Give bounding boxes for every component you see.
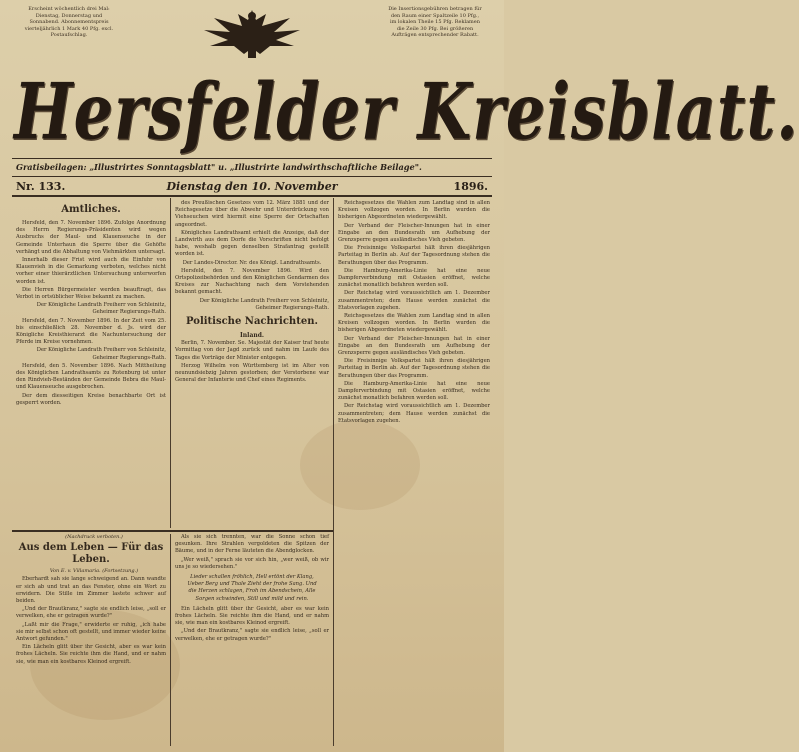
news-paragraph: Reichsgesetzes die Wahlen zum Landtag sind in allen Kreisen vollzogen worden. In Berlin wurden die bisherigen Abgeordneten wiedergewählt. [338,313,490,334]
news-paragraph: Die Freisinnige Volkspartei hält ihren diesjährigen Parteitag in Berlin ab. Auf der Tagesordnung stehen die Berathungen über das Programm. [338,245,490,266]
notice-paragraph: Die Herren Bürgermeister werden beauftragt, das Verbot in ortsüblicher Weise bekannt zu machen. [16,286,166,301]
story-paragraph: Ein Lächeln glitt über ihr Gesicht, aber es war kein frohes Lächeln. Sie reichte ihm die Hand, und er nahm sie, wie man ein kostbares Kleinod ergreift. [16,644,166,665]
story-paragraph: „Und der Brautkranz," sagte sie endlich leise, „soll er verwelken, ehe er getragen wurde?" [175,628,329,642]
news-paragraph: Herzog Wilhelm von Württemberg ist im Alter von neunundsiebzig Jahren gestorben; der Verstorbene war General der Infanterie und Chef eines Regiments. [175,362,329,384]
notice-paragraph: Hersfeld, den 7. November 1896. Wird den Ortspolizeibehörden und den Königlichen Gendarmen des Kreises zur Nachachtung nach dem Vorstehenden bekannt gemacht. [175,267,329,296]
divider [12,158,492,159]
advertising-rates-box: Die Insertionsgebühren betragen für den Raum einer Spaltzeile 10 Pfg., im lokalen Theile 15 Pfg. Reklamen die Zeile 30 Pfg. Bei größeren Aufträgen entsprechender Rabatt. [388,6,482,38]
news-paragraph: Der Reichstag wird voraussichtlich am 1. Dezember zusammentreten; dem Hause werden zunächst die Etatsvorlagen zugehen. [338,290,490,311]
notice-signature: Der Königliche Landrath Freiherr von Schleinitz, Geheimer Regierungs-Rath. [36,347,166,361]
issue-date: Dienstag den 10. November [166,180,338,193]
feuilleton-divider [12,530,333,532]
story-title: Aus dem Leben — Für das Leben. [18,542,164,566]
column-feuilleton-continued [175,534,329,746]
notice-paragraph: Hersfeld, den 7. November 1896. Zufolge Anordnung des Herrn Regierungs-Präsidenten wird wegen Ausbruchs der Maul- und Klauenseuche in der Gemeinde Unterhaun die Sperre über die Gehöfte verhängt und die Abhaltung von Viehmärkten untersagt. [16,220,166,255]
divider [12,176,492,177]
story-paragraph: Ein Lächeln glitt über ihr Gesicht, aber es war kein frohes Lächeln. Sie reichte ihm die Hand, und er nahm sie, wie man ein kostbares Kleinod ergreift. [175,605,329,627]
divider [12,195,492,197]
eagle-emblem-icon [200,4,304,62]
issue-number: Nr. 133. [16,180,66,193]
reprint-note: (Nachdruck verboten.) [65,534,123,540]
story-paragraph: Als sie sich trennten, war die Sonne schon tief gesunken. Ihre Strahlen vergoldeten die Spitzen der Bäume, und in der Ferne läuteten die Abendglocken. [175,534,329,555]
column-political-news [175,200,329,526]
notice-paragraph: Hersfeld, den 7. November 1896. In der Zeit vom 25. bis einschließlich 28. November d. Js. wird der Königliche Kreisthierarzt die Nachuntersuchung der Pferde im Kreise vornehmen. [16,317,166,346]
news-paragraph: Der Verband der Fleischer-Innungen hat in einer Eingabe an den Bundesrath um Aufhebung der Grenzsperre gegen ausländisches Vieh gebeten. [338,222,490,244]
subsection-heading-inland: Inland. [240,332,264,340]
column-divider [170,534,171,746]
story-paragraph: Eberhardt sah sie lange schweigend an. Dann wandte er sich ab und trat an das Fenster, ohne ein Wort zu erwidern. Die Stille im Zimmer lastete schwer auf beiden. [16,576,166,605]
notice-paragraph: Der dem diesseitigen Kreise benachbarte Ort ist gesperrt worden. [16,392,166,406]
news-paragraph: Die Freisinnige Volkspartei hält ihren diesjährigen Parteitag in Berlin ab. Auf der Tagesordnung stehen die Berathungen über das Programm. [338,358,490,379]
column-news-continued [338,200,490,740]
news-paragraph: Reichsgesetzes die Wahlen zum Landtag sind in allen Kreisen vollzogen worden. In Berlin wurden die bisherigen Abgeordneten wiedergewählt. [338,200,490,221]
notice-paragraph: Königliches Landrathsamt erhielt die Anzeige, daß der Landwirth aus dem Dorfe die Vorschriften nicht befolgt habe, weshalb gegen denselben Strafantrag gestellt worden ist. [175,229,329,258]
notice-signature: Der Landes-Director. Nr. des Königl. Landrathsamts. [182,259,322,266]
notice-paragraph: Innerhalb dieser Frist wird auch die Einfuhr von Klauenvieh in die Gemarkung verboten, welches nicht vorher einer thierärztlichen Untersuchung unterworfen worden ist. [16,257,166,285]
notice-signature: Der Königliche Landrath Freiherr von Schleinitz, Geheimer Regierungs-Rath. [36,302,166,316]
issue-year: 1896. [453,180,488,193]
notice-paragraph: Hersfeld, den 5. November 1896. Nach Mittheilung des Königlichen Landrathsamts zu Rotenburg ist unter den Rindvieh-Beständen der Gemeinde Bebra die Maul- und Klauenseuche ausgebrochen. [16,362,166,391]
column-feuilleton-story [16,534,166,746]
story-paragraph: „Wer weiß," sprach sie vor sich hin, „wer weiß, ob wir uns je so wiedersehen." [175,556,329,570]
news-paragraph: Berlin, 7. November. Se. Majestät der Kaiser traf heute Vormittag von der Jagd zurück und nahm im Laufe des Tages die Vorträge der Minister entgegen. [175,340,329,361]
masthead-title: Hersfelder Kreisblatt. [14,66,799,158]
column-official-notices [16,200,166,526]
notice-signature: Der Königliche Landrath Freiherr von Schleinitz, Geheimer Regierungs-Rath. [199,297,329,311]
story-paragraph: „Laßt mir die Frage," erwiderte er ruhig, „ich habe sie mir selbst schon oft gestellt, und immer wieder keine Antwort gefunden." [16,621,166,643]
story-paragraph: „Und der Brautkranz," sagte sie endlich leise, „soll er verwelken, ehe er getragen wurde?" [16,606,166,620]
column-divider [333,198,334,746]
news-paragraph: Der Verband der Fleischer-Innungen hat in einer Eingabe an den Bundesrath um Aufhebung der Grenzsperre gegen ausländisches Vieh gebeten. [338,335,490,357]
news-paragraph: Der Reichstag wird voraussichtlich am 1. Dezember zusammentreten; dem Hause werden zunächst die Etatsvorlagen zugehen. [338,403,490,424]
story-poem: Lieder schallen fröhlich, Hell ertönt der Klang, Ueber Berg und Thale Zieht der frohe Sang. Und die Herzen schlagen, Froh im Abendschein, Alle Sorgen schwinden, Still und mild und rein. [187,574,317,602]
section-heading-politische-nachrichten: Politische Nachrichten. [186,316,318,328]
supplements-line: Gratisbeilagen: „Illustrirtes Sonntagsblatt" u. „Illustrirte landwirthschaftliche Beilage". [16,162,422,172]
dateline [16,180,488,194]
section-heading-amtliches: Amtliches. [61,204,121,215]
news-paragraph: Die Hamburg-Amerika-Linie hat eine neue Dampferverbindung mit Ostasien eröffnet, welche zunächst monatlich befahren werden soll. [338,380,490,402]
column-divider [170,198,171,528]
notice-paragraph: des Preußischen Gesetzes vom 12. März 1881 und der Reichsgesetze über die Abwehr und Unterdrückung von Viehseuchen wird hiermit eine Sperre der Ortschaften angeordnet. [175,200,329,228]
subscription-info-box: Erscheint wöchentlich drei Mal: Dienstag, Donnerstag und Sonnabend. Abonnementspreis vierteljährlich 1 Mark 40 Pfg. excl. Postaufschlag. [24,6,114,38]
story-byline: Von E. v. Villamaria. (Fortsetzung.) [49,568,139,575]
news-paragraph: Die Hamburg-Amerika-Linie hat eine neue Dampferverbindung mit Ostasien eröffnet, welche zunächst monatlich befahren werden soll. [338,267,490,289]
